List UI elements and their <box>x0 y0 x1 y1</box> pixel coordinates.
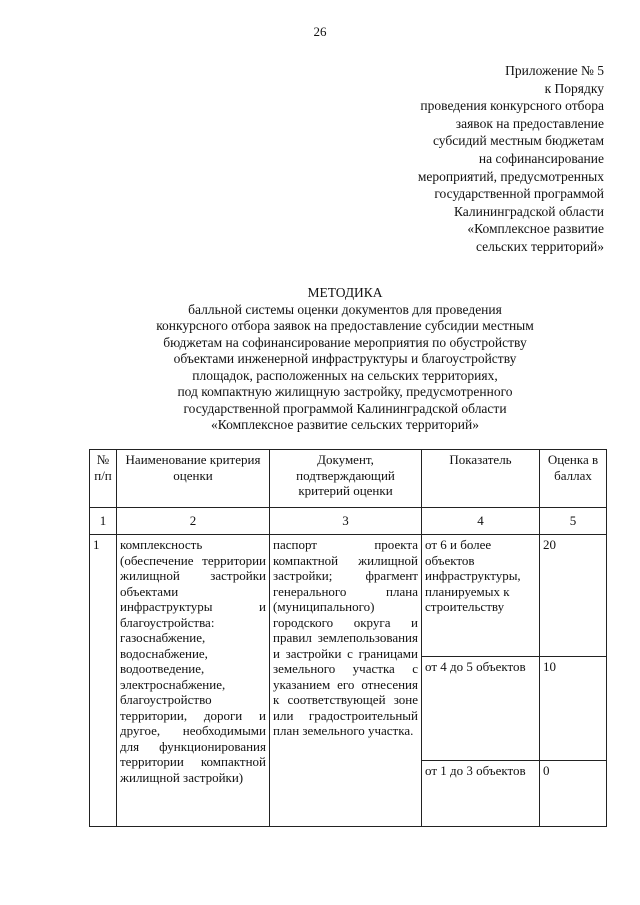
header-num: № п/п <box>90 450 117 508</box>
criterion-document: паспорт проекта компактной жилищной застройки; фрагмент генерального плана (муниципального) городского округа и правил землепользования и застройки с границами земельного участка с указанием его отнесения к соответствующей зоне или градостроительный план земельного участка. <box>270 535 422 827</box>
column-index: 1 <box>90 508 117 535</box>
appendix-line: Калининградской области <box>453 203 604 219</box>
title-line: государственной программой Калининградской области <box>183 400 507 416</box>
score-cell: 20 <box>540 535 607 657</box>
appendix-line: сельских территорий» <box>476 238 604 254</box>
appendix-line: на софинансирование <box>478 150 604 166</box>
title-line: объектами инженерной инфраструктуры и благоустройству <box>173 351 517 366</box>
row-num: 1 <box>90 535 117 827</box>
column-index: 4 <box>422 508 540 535</box>
indicator-cell: от 4 до 5 объектов <box>422 657 540 761</box>
table-header-row <box>90 450 607 508</box>
appendix-line: проведения конкурсного отбора <box>420 98 604 114</box>
title-line: «Комплексное развитие сельских территорий» <box>211 417 479 432</box>
title-line: балльной системы оценки документов для проведения <box>188 301 502 317</box>
title-line: площадок, расположенных на сельских территориях, <box>192 367 498 383</box>
table-row <box>90 535 607 657</box>
column-index: 5 <box>540 508 607 535</box>
header-document: Документ, подтверждающий критерий оценки <box>270 450 422 508</box>
criteria-table <box>89 449 607 827</box>
column-index-row <box>90 508 607 535</box>
criterion-name: комплексность (обеспечение территории жилищной застройки объектами инфраструктуры и благоустройства: газоснабжение, водоснабжение, водоотведение, электроснабжение, благоустройство территории, дороги и другое, необходимыми для функционирования территории компактной жилищной застройки) <box>117 535 270 827</box>
column-index: 3 <box>270 508 422 535</box>
appendix-line: «Комплексное развитие <box>467 221 604 237</box>
appendix-block <box>354 62 604 256</box>
appendix-line: мероприятий, предусмотренных <box>417 168 604 184</box>
page-number: 26 <box>313 24 327 39</box>
indicator-cell: от 6 и более объектов инфраструктуры, планируемых к строительству <box>422 535 540 657</box>
indicator-cell: от 1 до 3 объектов <box>422 761 540 827</box>
title-line: под компактную жилищную застройку, предусмотренного <box>177 384 513 399</box>
header-name: Наименование критерия оценки <box>117 450 270 508</box>
document-title <box>60 285 630 434</box>
score-cell: 0 <box>540 761 607 827</box>
score-cell: 10 <box>540 657 607 761</box>
appendix-line: заявок на предоставление <box>455 115 604 131</box>
appendix-line: Приложение № 5 <box>505 63 604 78</box>
appendix-line: к Порядку <box>544 80 604 96</box>
header-indicator: Показатель <box>422 450 540 508</box>
header-score: Оценка в баллах <box>540 450 607 508</box>
title-line: конкурсного отбора заявок на предоставление субсидии местным <box>156 318 534 333</box>
column-index: 2 <box>117 508 270 535</box>
appendix-line: государственной программой <box>434 186 604 202</box>
title-line: бюджетам на софинансирование мероприятия по обустройству <box>163 334 527 350</box>
appendix-line: субсидий местным бюджетам <box>432 133 604 149</box>
title-heading: МЕТОДИКА <box>307 285 383 300</box>
